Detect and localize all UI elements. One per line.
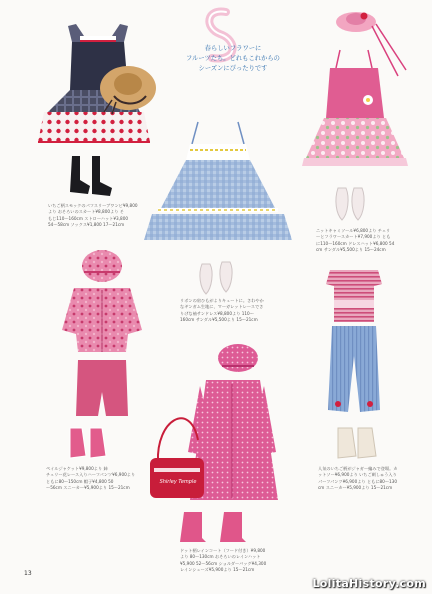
bag-logo-text: Shirley Temple	[159, 479, 197, 485]
half-pants	[76, 360, 128, 416]
floral-hat	[82, 250, 122, 282]
rain-hat	[218, 344, 258, 372]
caption-gingham-sundress: リボンの肩ひもがよりキュートに。さわやか なギンガム生地に、マーガレットレースでさ りげな袖サンドレス¥8,800より 110〜 160cm サンダル¥5,500より 15〜21cm	[180, 298, 264, 323]
page-number: 13	[24, 570, 32, 577]
white-sandals-center	[200, 262, 232, 294]
intro-text: 春らしいフラワーに フルーツたち。どれもこれからの シーズンにぴったりです	[186, 45, 280, 72]
caption-rain-coat: ドット柄レインコート（フード付き）¥9,800 より 80〜130cm おそろいのレインハット ¥5,900 52〜56cm ショルダーバッグ¥4,300 レインシューズ¥5,900より 15〜21cm	[180, 548, 267, 573]
pink-knit-camisole	[326, 50, 384, 118]
watermark: LolitaHistory.com	[312, 577, 426, 590]
floral-skirt	[302, 118, 408, 166]
white-sandals-right	[336, 188, 364, 220]
caption-pink-camisole: ニットキャミソール¥6,800より チェリ ーとフラワースカート¥7,900より とも に110〜160cm ドレスハット¥6,800 54 cm サンダル¥5,500より 15〜24cm	[316, 228, 395, 253]
striped-cutsew	[326, 270, 382, 322]
caption-floral-jacket: ペイルジャケット¥9,800より 姉 チェリー花レース入りハーフパンツ¥6,900より ともに80〜150cm 帽子¥4,800 50 〜56cm スニーカー¥5,900より 15〜21cm	[46, 466, 136, 491]
black-socks	[70, 156, 112, 196]
caption-strawberry-dress: いちご柄スモックのパフスリーブワンピ¥9,800 より おそろいのスカート¥8,800より そ もじ110〜160cm ストローハット¥3,800 54〜58cm ソックス¥1,800 17〜21cm	[48, 203, 138, 228]
caption-striped-cutsew: 人気のいちご柄がジャガー編みで登場。カ ットソー¥6,900より いちご刺しゅう入り パーフパンツ¥6,900より ともに80〜130 cm スニーカー¥5,900より 15〜21cm	[318, 466, 398, 491]
rain-boots	[180, 512, 246, 542]
white-sneakers	[338, 428, 376, 458]
pink-sneakers	[70, 428, 106, 458]
floral-jacket	[62, 288, 142, 352]
blue-strawberry-pants	[328, 326, 380, 412]
